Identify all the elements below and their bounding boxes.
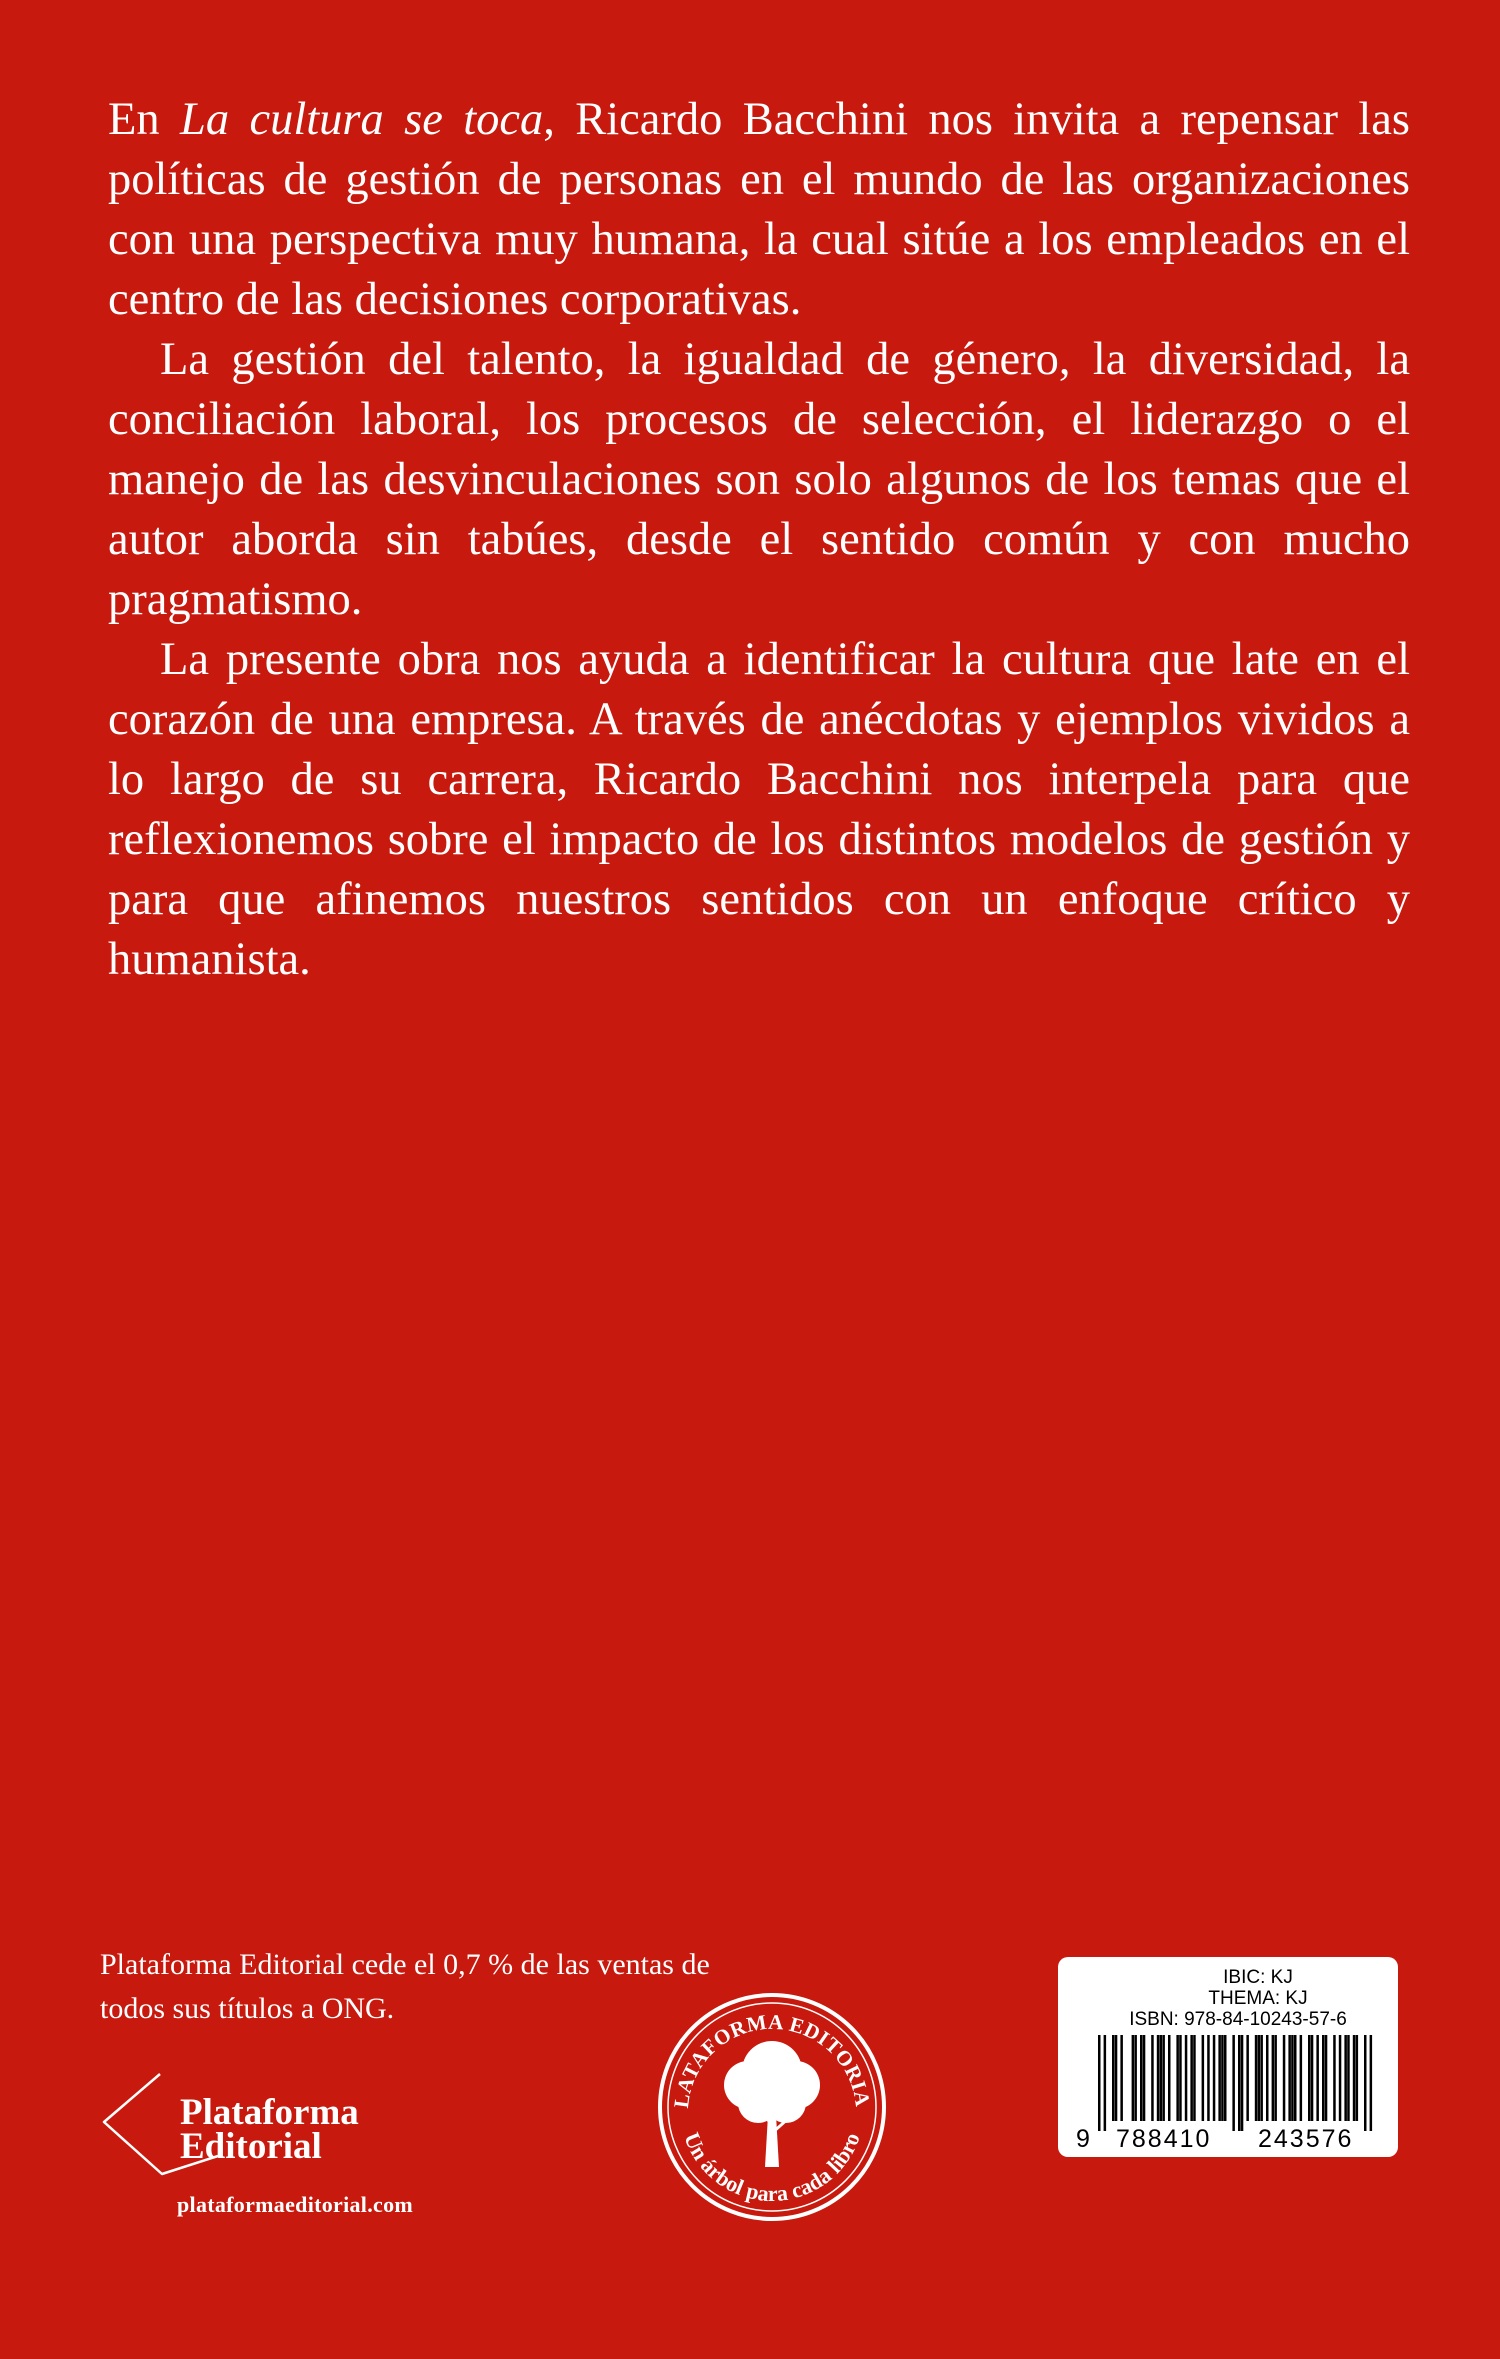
blurb-p1-prefix: En	[108, 94, 180, 145]
seal-bottom-text: Un árbol para cada libro	[679, 2128, 865, 2207]
barcode-digits-right: 243576	[1258, 2125, 1354, 2153]
publisher-url: plataformaeditorial.com	[177, 2192, 414, 2217]
tree-seal-icon	[650, 1985, 890, 2225]
publisher-logo-name	[180, 2092, 359, 2167]
seal-top-text: LATAFORMA EDITORIA	[668, 2009, 875, 2110]
back-cover-blurb	[108, 90, 1410, 990]
barcode-digits-left: 788410	[1116, 2125, 1212, 2153]
blurb-p1-rest: , Ricardo Bacchini nos invita a repensar las políticas de gestión de personas en el mundo de las organizaciones con una perspectiva muy humana, la cual sitúe a los empleados en el centro de las decisiones corporativas.	[108, 94, 1410, 325]
publisher-logo	[98, 2060, 478, 2180]
book-title: La cultura se toca	[180, 94, 544, 145]
barcode-digit-first: 9	[1076, 2125, 1091, 2153]
blurb-paragraph-3: La presente obra nos ayuda a identificar la cultura que late en el corazón de una empresa. A través de anécdotas y ejemplos vividos a lo largo de su carrera, Ricardo Bacchini nos interpela para que reflexionemos sobre el impacto de los distintos modelos de gestión y para que afinemos nuestros sentidos con un enfoque crítico y humanista.	[108, 634, 1410, 985]
blurb-paragraph-1	[108, 90, 1410, 330]
publisher-seal	[650, 1985, 890, 2225]
tree-icon	[724, 2041, 820, 2167]
barcode-label	[1058, 1957, 1398, 2157]
ibic-code: IBIC: KJ	[1223, 1967, 1293, 1988]
publisher-name-line1: Plataforma	[180, 2092, 359, 2133]
blurb-paragraph-2: La gestión del talento, la igualdad de género, la diversidad, la conciliación laboral, los procesos de selección, el liderazgo o el manejo de las desvinculaciones son solo algunos de los temas que el autor aborda sin tabúes, desde el sentido común y con mucho pragmatismo.	[108, 334, 1410, 625]
barcode-bars-icon	[1098, 2035, 1378, 2135]
publisher-name-line2: Editorial	[180, 2126, 322, 2167]
isbn-text: ISBN: 978-84-10243-57-6	[1129, 2009, 1347, 2030]
thema-code: THEMA: KJ	[1208, 1988, 1308, 2009]
ong-donation-note: Plataforma Editorial cede el 0,7 % de las ventas de todos sus títulos a ONG.	[100, 1948, 710, 2025]
